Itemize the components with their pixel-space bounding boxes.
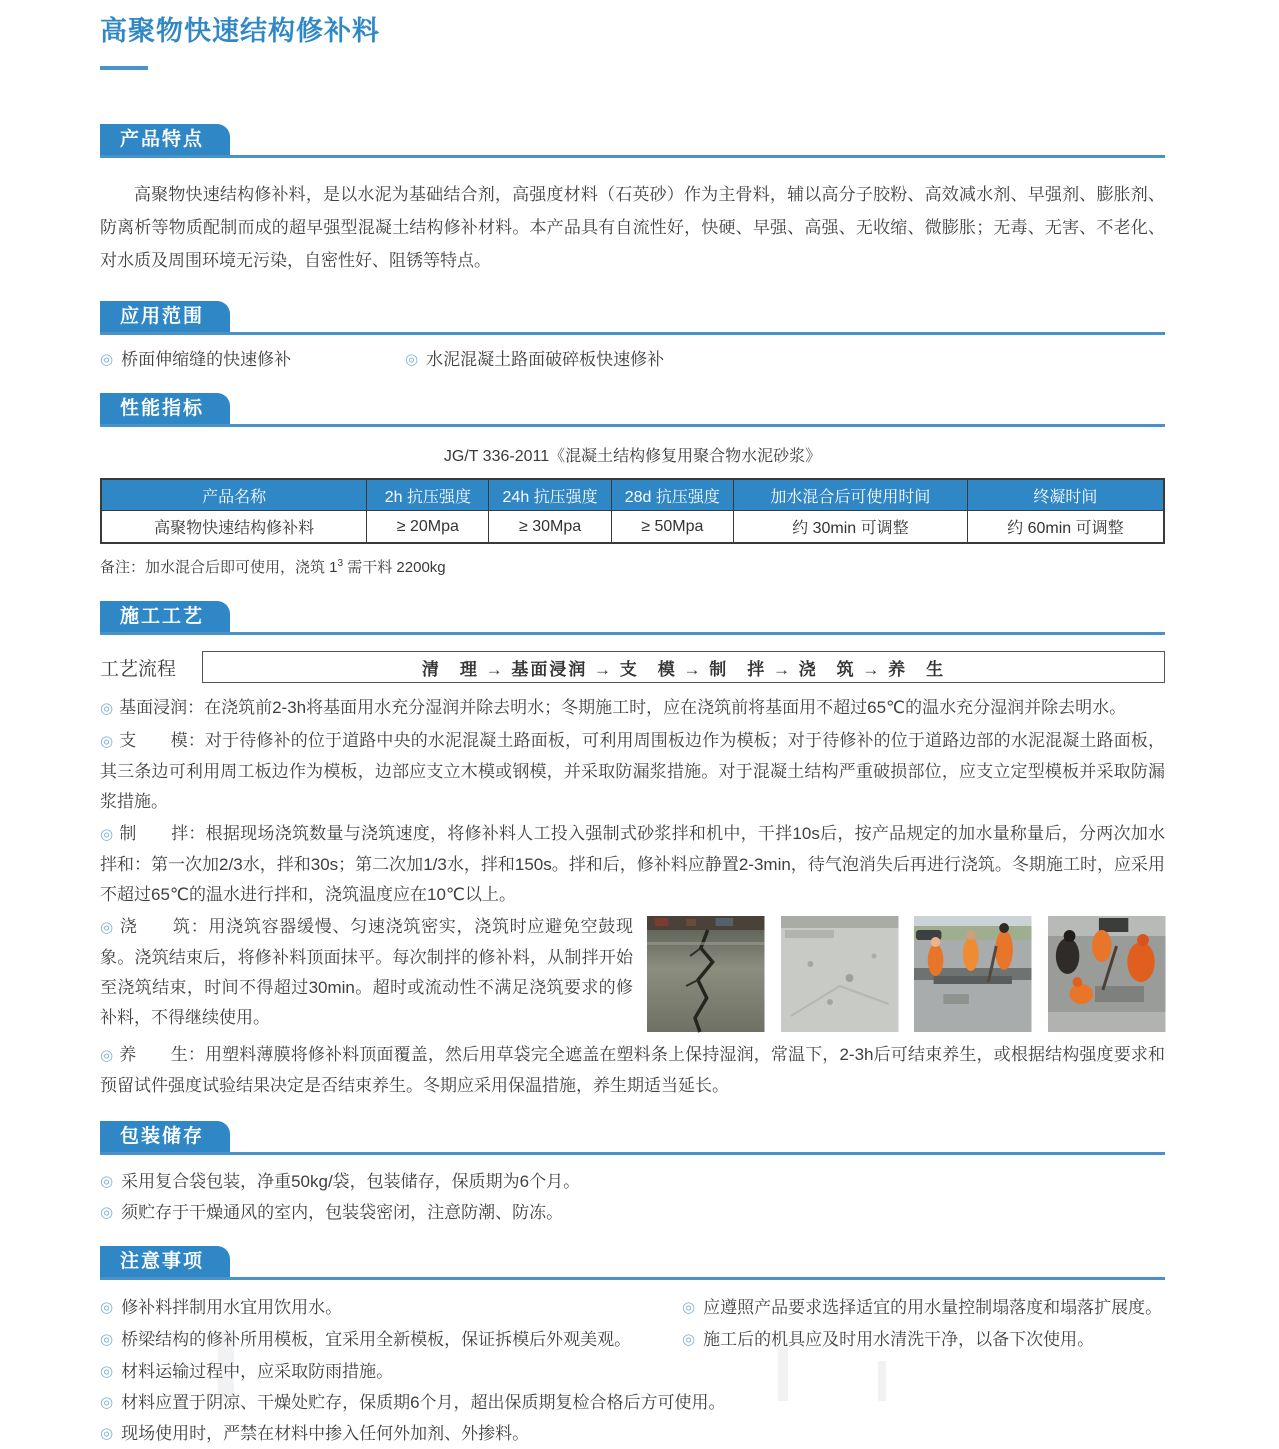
packaging-item-text: 须贮存于干燥通风的室内，包装袋密闭，注意防潮、防冻。 (121, 1203, 564, 1222)
bullet-icon: ◎ (100, 1047, 114, 1064)
workers-repairing-road-photo (914, 916, 1032, 1032)
application-items-row (100, 347, 1165, 373)
section-tab-performance: 性能指标 (100, 393, 230, 424)
bullet-icon: ◎ (100, 1425, 114, 1442)
table-row (101, 511, 1164, 544)
process-steps (100, 693, 1165, 1101)
step-text: 制 拌：根据现场浇筑数量与浇筑速度，将修补料人工投入强制式砂浆拌和机中，干拌10s后，按产品规定的加水量称量后，分两次加水拌和：第一次加2/3水，拌和30s；第二次加1/3水，拌和150s。拌和后，修补料应静置2-3min，待气泡消失后再进行浇筑。冬期施工时，应采用不超过65℃的温水进行拌和，浇筑温度应在10℃以上。 (100, 824, 1165, 904)
note-item-text: 桥梁结构的修补所用模板，宜采用全新模板，保证拆模后外观美观。 (121, 1330, 632, 1349)
section-bar-process (100, 601, 1165, 635)
workers-pouring-repair-photo (1048, 916, 1166, 1032)
step-text: 基面浸润：在浇筑前2-3h将基面用水充分湿润并除去明水；冬期施工时，应在浇筑前将基面用不超过65℃的温水充分湿润并除去明水。 (119, 698, 1127, 717)
bullet-icon: ◎ (100, 1331, 114, 1348)
note-item-text: 施工后的机具应及时用水清洗干净，以备下次使用。 (703, 1330, 1095, 1349)
section-bar-notes (100, 1246, 1165, 1280)
bullet-icon: ◎ (100, 1299, 114, 1316)
step-text: 养 生：用塑料薄膜将修补料顶面覆盖，然后用草袋完全遮盖在塑料条上保持湿润，常温下，2-3h后可结束养生，或根据结构强度要求和预留试件强度试验结果决定是否结束养生。冬期应采用保温措施，养生期适当延长。 (100, 1045, 1165, 1095)
bullet-icon: ◎ (682, 1331, 696, 1348)
section-tab-features: 产品特点 (100, 124, 230, 155)
cracked-pavement-photo (647, 916, 765, 1032)
footnote-superscript: 3 (337, 558, 344, 569)
bullet-icon: ◎ (100, 919, 114, 936)
features-paragraph: 高聚物快速结构修补料，是以水泥为基础结合剂，高强度材料（石英砂）作为主骨料，辅以高分子胶粉、高效减水剂、早强剂、膨胀剂、防离析等物质配制而成的超早强型混凝土结构修补材料。本产品具有自流性好，快硬、早强、高强、无收缩、微膨胀；无毒、无害、不老化、对水质及周围环境无污染，自密性好、阻锈等特点。 (100, 185, 1165, 270)
bullet-icon: ◎ (100, 351, 114, 368)
notes-row (100, 1324, 1165, 1356)
packaging-item (100, 1198, 1165, 1228)
table-header-cell: 加水混合后可使用时间 (733, 479, 967, 511)
bullet-icon: ◎ (405, 351, 419, 368)
application-item (405, 347, 664, 373)
bullet-icon: ◎ (100, 1363, 114, 1380)
bullet-icon: ◎ (100, 1204, 114, 1221)
table-header-row (101, 479, 1164, 511)
application-item-label: 桥面伸缩缝的快速修补 (121, 350, 292, 369)
background-watermark (778, 1346, 788, 1401)
section-tab-packaging: 包装储存 (100, 1121, 230, 1152)
note-item-text: 修补料拌制用水宜用饮用水。 (121, 1298, 343, 1317)
process-flow-label: 工艺流程 (100, 658, 177, 680)
table-cell: 高聚物快速结构修补料 (101, 511, 367, 544)
step-paragraph (100, 819, 1165, 910)
performance-table (100, 478, 1165, 544)
section-tab-application: 应用范围 (100, 301, 230, 332)
notes-row (100, 1292, 1165, 1324)
packaging-item-text: 采用复合袋包装，净重50kg/袋，包装储存，保质期为6个月。 (121, 1172, 581, 1191)
note-item-text: 现场使用时，严禁在材料中掺入任何外加剂、外掺料。 (121, 1424, 530, 1443)
table-cell: 约 30min 可调整 (733, 511, 967, 544)
section-tab-process: 施工工艺 (100, 601, 230, 632)
application-item (100, 347, 405, 373)
note-item-text: 材料应置于阴凉、干燥处贮存，保质期6个月，超出保质期复检合格后方可使用。 (121, 1393, 726, 1412)
step-paragraph (100, 693, 1165, 724)
background-watermark (878, 1361, 886, 1401)
bullet-icon: ◎ (100, 1173, 114, 1190)
section-bar-packaging (100, 1121, 1165, 1155)
table-cell: 约 60min 可调整 (967, 511, 1164, 544)
bullet-icon: ◎ (100, 700, 114, 717)
note-item (100, 1293, 682, 1323)
table-header-cell: 28d 抗压强度 (611, 479, 733, 511)
table-cell: ≥ 20Mpa (367, 511, 489, 544)
notes-list (100, 1292, 1165, 1449)
step-text: 浇 筑：用浇筑容器缓慢、匀速浇筑密实，浇筑时应避免空鼓现象。浇筑结束后，将修补料顶面抹平。每次制拌的修补料，从制拌开始至浇筑结束，时间不得超过30min。超时或流动性不满足浇筑要求的修补料，不得继续使用。 (100, 917, 633, 1027)
bullet-icon: ◎ (100, 733, 114, 750)
table-cell: ≥ 50Mpa (611, 511, 733, 544)
standard-reference: JG/T 336-2011《混凝土结构修复用聚合物水泥砂浆》 (443, 448, 822, 465)
note-item-text: 材料运输过程中，应采取防雨措施。 (121, 1362, 394, 1381)
bullet-icon: ◎ (100, 1394, 114, 1411)
process-flow-box: 清 理 → 基面浸润 → 支 模 → 制 拌 → 浇 筑 → 养 生 (202, 651, 1165, 683)
section-bar-performance (100, 393, 1165, 427)
note-item (682, 1293, 1165, 1323)
table-header-cell: 终凝时间 (967, 479, 1164, 511)
note-item (100, 1388, 1165, 1418)
step-paragraph (100, 726, 1165, 817)
page-title: 高聚物快速结构修补料 (100, 16, 380, 46)
footnote-text: 需干料 2200kg (343, 559, 446, 576)
table-header-cell: 24h 抗压强度 (489, 479, 611, 511)
note-item (100, 1357, 1165, 1387)
process-flow-row (100, 651, 1165, 683)
photo-strip (647, 916, 1165, 1032)
table-cell: ≥ 30Mpa (489, 511, 611, 544)
footnote-text: 备注：加水混合后即可使用，浇筑 1 (100, 559, 338, 576)
section-tab-notes: 注意事项 (100, 1246, 230, 1277)
step-text: 支 模：对于待修补的位于道路中央的水泥混凝土路面板，可利用周围板边作为模板；对于待修补的位于道路边部的水泥混凝土路面板，其三条边可利用周工板边作为模板，边部应支立木模或钢模，并采取防漏浆措施。对于混凝土结构严重破损部位，应支立定型模板并采取防漏浆措施。 (100, 731, 1165, 811)
note-item (100, 1419, 1165, 1449)
section-bar-application (100, 301, 1165, 335)
section-bar-features (100, 124, 1165, 158)
packaging-item (100, 1167, 1165, 1197)
note-item-text: 应遵照产品要求选择适宜的用水量控制塌落度和塌落扩展度。 (703, 1298, 1163, 1317)
note-item (682, 1325, 1165, 1355)
step-paragraph (100, 1040, 1165, 1101)
application-item-label: 水泥混凝土路面破碎板快速修补 (426, 350, 665, 369)
damaged-concrete-surface-photo (781, 916, 899, 1032)
bullet-icon: ◎ (682, 1299, 696, 1316)
table-header-cell: 2h 抗压强度 (367, 479, 489, 511)
note-item (100, 1325, 682, 1355)
background-watermark (218, 1331, 234, 1401)
table-header-cell: 产品名称 (101, 479, 367, 511)
packaging-list (100, 1167, 1165, 1228)
title-underline (100, 66, 148, 70)
table-footnote (100, 556, 1165, 577)
bullet-icon: ◎ (100, 826, 114, 843)
